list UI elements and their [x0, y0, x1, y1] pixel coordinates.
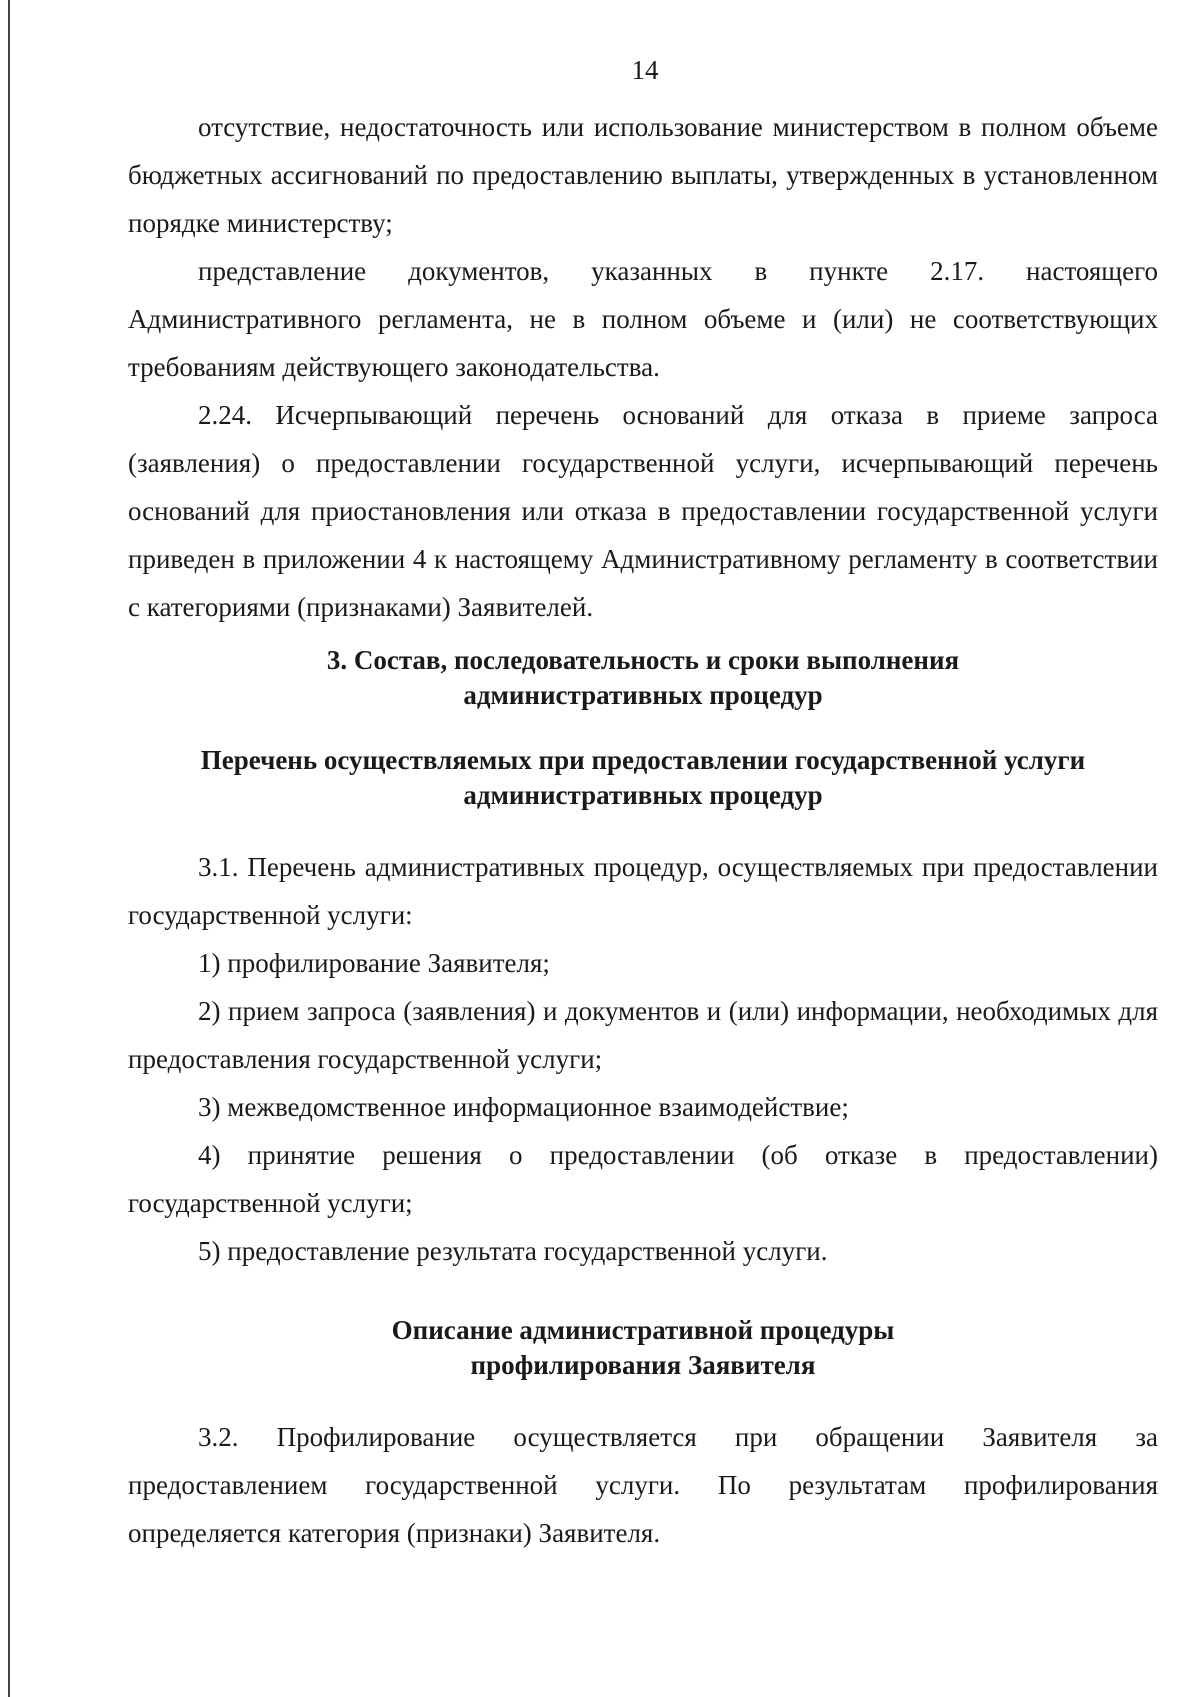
section-3-title-line-1: 3. Состав, последовательность и сроки выполнения [326, 645, 960, 675]
paragraph-3-2: 3.2. Профилирование осуществляется при обращении Заявителя за предоставлением государственной услуги. По результатам профилирования определяется категория (признаки) Заявителя. [128, 1422, 1158, 1548]
paragraph-documents-submission: представление документов, указанных в пункте 2.17. настоящего Административного регламента, не в полном объеме и (или) не соответствующих требованиям действующего законодательства. [128, 256, 1158, 382]
list-item-profiling: 1) профилирование Заявителя; [198, 948, 550, 978]
profiling-procedure-heading [128, 1313, 1158, 1383]
profiling-procedure-heading-line-1: Описание административной процедуры [391, 1315, 895, 1345]
document-body [128, 103, 1158, 1557]
profiling-procedure-heading-line-2: профилирования Заявителя [470, 1350, 816, 1380]
paragraph-budget-absence: отсутствие, недостаточность или использование министерством в полном объеме бюджетных ассигнований по предоставлению выплаты, утвержденных в установленном порядке министерству; [128, 112, 1158, 238]
procedures-list-heading [128, 743, 1158, 813]
page-number: 14 [631, 55, 659, 85]
paragraph-3-1: 3.1. Перечень административных процедур, осуществляемых при предоставлении государственной услуги: [128, 852, 1158, 930]
paragraph-2-24: 2.24. Исчерпывающий перечень оснований для отказа в приеме запроса (заявления) о предоставлении государственной услуги, исчерпывающий перечень оснований для приостановления или отказа в предоставлении государственной услуги приведен в приложении 4 к настоящему Административному регламенту в соответствии с категориями (признаками) Заявителей. [128, 400, 1158, 622]
list-item-result-provision: 5) предоставление результата государственной услуги. [198, 1236, 828, 1266]
list-item-decision: 4) принятие решения о предоставлении (об отказе в предоставлении) государственной услуги; [128, 1140, 1158, 1218]
section-3-heading [128, 643, 1158, 713]
section-3-title-line-2: административных процедур [463, 680, 823, 710]
list-item-interagency-interaction: 3) межведомственное информационное взаимодействие; [198, 1092, 849, 1122]
list-item-request-acceptance: 2) прием запроса (заявления) и документов и (или) информации, необходимых для предоставления государственной услуги; [128, 996, 1158, 1074]
procedures-list-heading-line-1: Перечень осуществляемых при предоставлении государственной услуги [200, 745, 1086, 775]
page-left-edge-rule [8, 0, 10, 1697]
procedures-list-heading-line-2: административных процедур [463, 780, 823, 810]
